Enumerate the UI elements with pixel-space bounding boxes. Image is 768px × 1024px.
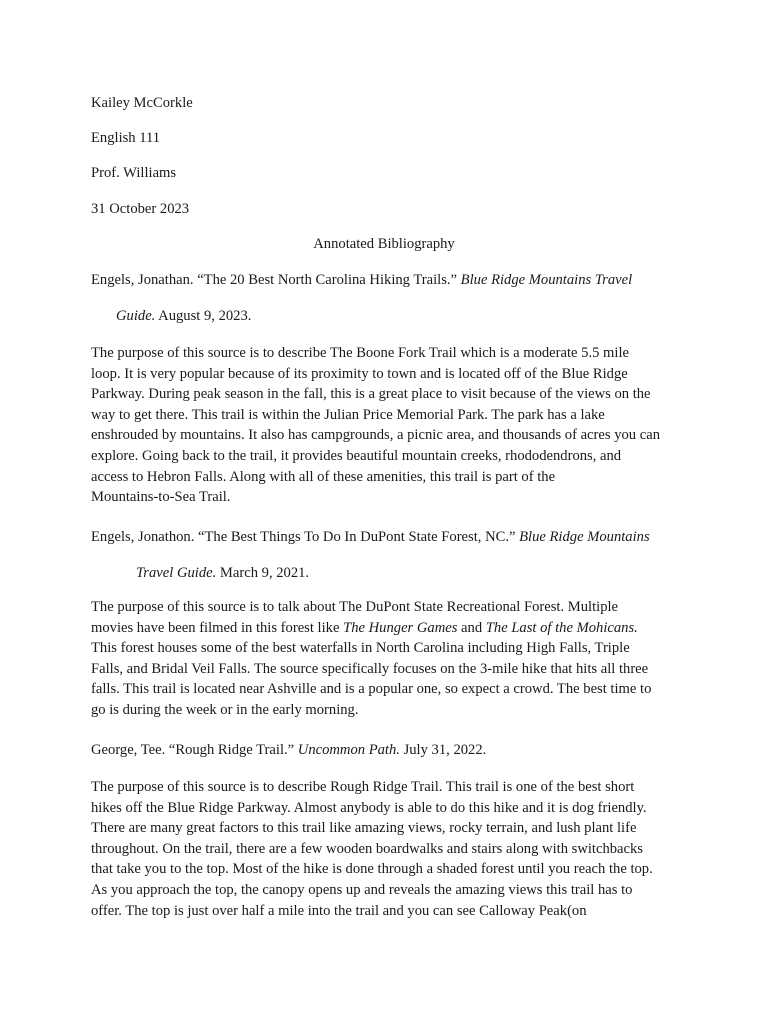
citation-2-line-2 <box>136 563 309 583</box>
annotation-3-line: that take you to the top. Most of the hike is done through a shaded forest until you reach the top. <box>91 861 653 878</box>
citation-3-text: George, Tee. “Rough Ridge Trail.” <box>91 742 298 758</box>
annotation-1-line: Parkway. During peak season in the fall, this is a great place to visit because of the views on the <box>91 386 651 403</box>
annotation-2-line: go is during the week or in the early morning. <box>91 701 359 718</box>
citation-1-line-1 <box>91 270 632 290</box>
annotation-3-line: The purpose of this source is to describe Rough Ridge Trail. This trail is one of the best short <box>91 779 635 795</box>
course-name: English 111 <box>91 130 161 146</box>
annotation-2-line: The purpose of this source is to talk about The DuPont State Recreational Forest. Multiple <box>91 599 619 615</box>
annotation-2-line: This forest houses some of the best waterfalls in North Carolina including High Falls, Triple <box>91 640 630 657</box>
citation-1-source: Blue Ridge Mountains Travel <box>460 272 633 288</box>
professor-name: Prof. Williams <box>91 165 177 181</box>
annotation-2-text: movies have been filmed in this forest like <box>91 619 344 636</box>
annotation-3-line: hikes off the Blue Ridge Parkway. Almost anybody is able to do this hike and it is dog friendly. <box>91 799 647 816</box>
citation-2-source-cont: Travel Guide. <box>136 565 217 581</box>
annotation-2-line <box>91 618 681 639</box>
annotation-1-line: enshrouded by mountains. It also has campgrounds, a picnic area, and thousands of acres you can <box>91 427 660 444</box>
movie-title-2: The Last of the Mohicans. <box>485 619 638 636</box>
citation-2-date: March 9, 2021. <box>216 565 310 581</box>
citation-3-date: July 31, 2022. <box>399 742 487 758</box>
annotation-1-line: way to get there. This trail is within the Julian Price Memorial Park. The park has a lake <box>91 406 605 423</box>
page-title: Annotated Bibliography <box>313 236 455 252</box>
annotation-2-text: and <box>457 619 486 636</box>
annotation-1-line: Mountains-to-Sea Trail. <box>91 489 231 506</box>
annotation-3-line: There are many great factors to this trail like amazing views, rocky terrain, and lush plant life <box>91 820 637 837</box>
citation-1-date: August 9, 2023. <box>155 308 252 324</box>
annotation-1-line: explore. Going back to the trail, it provides beautiful mountain creeks, rhododendrons, and <box>91 447 622 464</box>
annotation-3-line: throughout. On the trail, there are a few wooden boardwalks and stairs along with switchbacks <box>91 840 643 857</box>
movie-title-1: The Hunger Games <box>343 619 458 636</box>
annotation-1-line: loop. It is very popular because of its proximity to town and is located off of the Blue Ridge <box>91 365 628 382</box>
author-name: Kailey McCorkle <box>91 95 193 111</box>
annotation-1-line: The purpose of this source is to describe The Boone Fork Trail which is a moderate 5.5 mile <box>91 345 629 361</box>
annotation-3 <box>91 777 681 921</box>
citation-2-source: Blue Ridge Mountains <box>519 529 650 545</box>
document-date: 31 October 2023 <box>91 201 190 217</box>
annotation-1-line: access to Hebron Falls. Along with all of these amenities, this trail is part of the <box>91 468 556 485</box>
annotation-2-line: Falls, and Bridal Veil Falls. The source specifically focuses on the 3-mile hike that hits all three <box>91 660 649 677</box>
citation-1-text: Engels, Jonathan. “The 20 Best North Carolina Hiking Trails.” <box>91 272 461 288</box>
annotation-3-line: As you approach the top, the canopy opens up and reveals the amazing views this trail has to <box>91 881 633 898</box>
citation-2-line-1 <box>91 527 650 547</box>
citation-1-line-2 <box>116 306 251 326</box>
annotation-3-line: offer. The top is just over half a mile into the trail and you can see Calloway Peak(on <box>91 902 587 919</box>
citation-3-source: Uncommon Path. <box>297 742 400 758</box>
annotation-1 <box>91 343 681 508</box>
citation-1-source-cont: Guide. <box>116 308 156 324</box>
annotation-2-line: falls. This trail is located near Ashville and is a popular one, so expect a crowd. The best time to <box>91 681 652 698</box>
citation-3-line-1 <box>91 740 486 760</box>
citation-2-text: Engels, Jonathon. “The Best Things To Do In DuPont State Forest, NC.” <box>91 529 520 545</box>
annotation-2 <box>91 597 681 721</box>
